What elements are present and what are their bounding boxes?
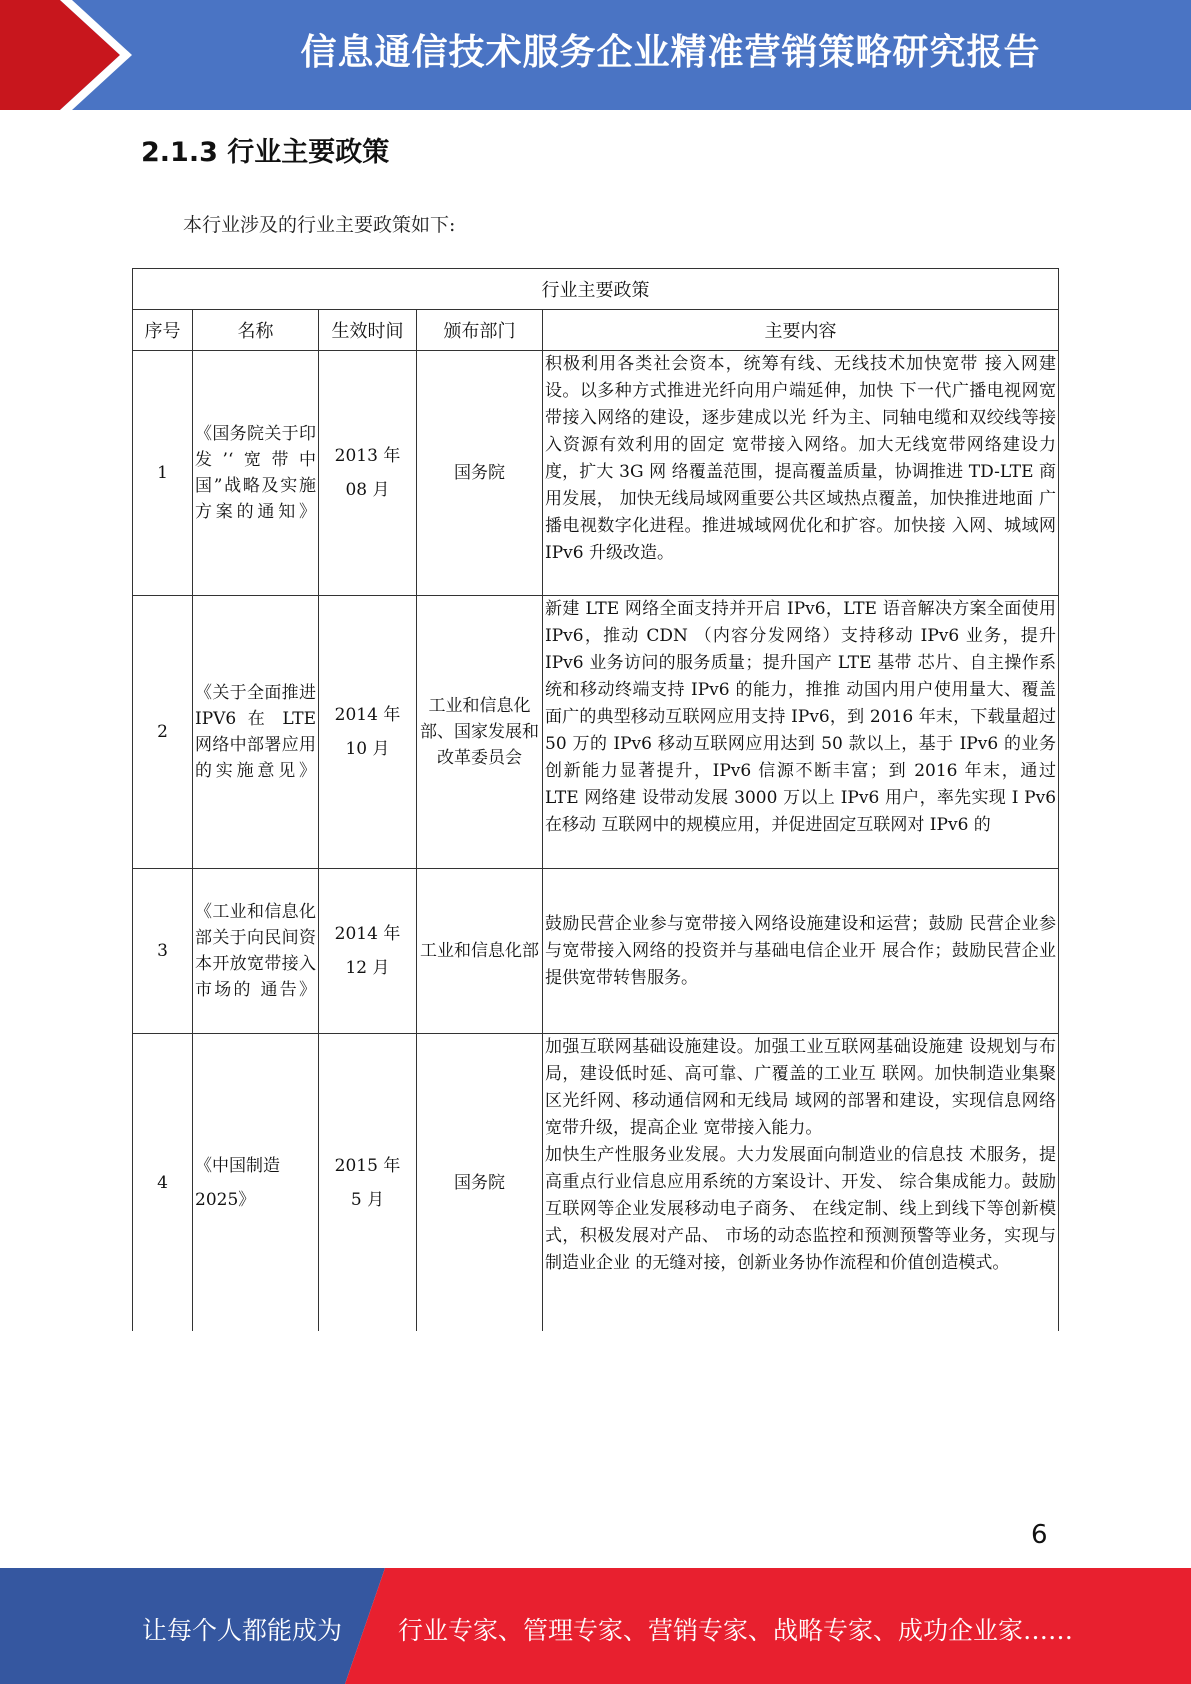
row-date — [319, 596, 417, 869]
row-content: 鼓励民营企业参与宽带接入网络设施建设和运营；鼓励 民营企业参与宽带接入网络的投资并与基础电信企业开 展合作；鼓励民营企业提供宽带转售服务。 — [543, 869, 1059, 1034]
row-index: 1 — [133, 351, 193, 596]
row-dept: 工业和信息化部 — [417, 869, 543, 1034]
header-dept: 颁布部门 — [417, 310, 543, 351]
page-header — [0, 0, 1191, 110]
row-date — [319, 869, 417, 1034]
row-content-text — [545, 1034, 1056, 1331]
row-dept: 工业和信息化部、国家发展和改革委员会 — [417, 596, 543, 869]
policy-table — [132, 268, 1059, 1331]
row-name: 《工业和信息化部关于向民间资本开放宽带接入市场的 通告》 — [193, 869, 319, 1034]
footer-slogan-left: 让每个人都能成为 — [142, 1616, 343, 1645]
page-number: 6 — [1031, 1520, 1048, 1550]
section-intro: 本行业涉及的行业主要政策如下: — [183, 214, 456, 236]
header-title: 信息通信技术服务企业精准营销策略研究报告 — [300, 32, 1041, 73]
row-name: 《国务院关于印发’‘宽带中国”战略及实施方案的通知》 — [193, 351, 319, 596]
row-content-text: 新建 LTE 网络全面支持并开启 IPv6，LTE 语音解决方案全面使用 IPv6，推动 CDN （内容分发网络）支持移动 IPv6 业务，提升 IPv6 业务访问的服务质量；提升国产 LTE 基带 芯片、自主操作系统和移动终端支持 IPv6 的能力，推推 动国内用户使用量大、覆盖面广的典型移动互联网应用支持 IPv6，到 2016 年末，下载量超过 50 万的 IPv6 移动互联网应用达到 50 款以上，基于 IPv6 的业务创新能力显著提升，IPv6 信源不断丰富；到 2016 年末，通过 LTE 网络建 设带动发展 3000 万以上 IPv6 用户，率先实现 I Pv6 在移动 互联网中的规模应用，并促进固定互联网对 IPv6 的 — [545, 599, 1057, 835]
row-content — [543, 1034, 1059, 1332]
row-date — [319, 1034, 417, 1332]
table-row — [133, 351, 1059, 596]
table-row — [133, 596, 1059, 869]
row-date-year: 2014 年 — [334, 924, 401, 944]
section-heading: 2.1.3 行业主要政策 — [141, 137, 390, 168]
row-date-month: 12 月 — [345, 958, 390, 978]
table-header-row — [133, 310, 1059, 351]
row-date-month: 5 月 — [350, 1189, 385, 1210]
table-caption: 行业主要政策 — [133, 269, 1059, 310]
row-name: 《关于全面推进 IPV6 在 LTE 网络中部署应用的实施意见》 — [193, 596, 319, 869]
row-content — [543, 596, 1059, 869]
table-row — [133, 1034, 1059, 1332]
header-content: 主要内容 — [543, 310, 1059, 351]
row-content-paragraph: 加快生产性服务业发展。大力发展面向制造业的信息技 术服务，提高重点行业信息应用系统的方案设计、开发、 综合集成能力。鼓励互联网等企业发展移动电子商务、 在线定制、线上到线下等创新模式，积极发展对产品、 市场的动态监控和预测预警等业务，实现与制造业企业 的无缝对接，创新业务协作流程和价值创造模式。 — [545, 1145, 1057, 1273]
row-dept: 国务院 — [417, 1034, 543, 1332]
row-index: 4 — [133, 1034, 193, 1332]
row-content-paragraph: 加强互联网基础设施建设。加强工业互联网基础设施建 设规划与布局，建设低时延、高可靠、广覆盖的工业互 联网。加快制造业集聚区光纤网、移动通信网和无线局 域网的部署和建设，实现信息网络宽带升级，提高企业 宽带接入能力。 — [545, 1037, 1057, 1138]
header-name: 名称 — [193, 310, 319, 351]
footer-slogan-right: 行业专家、管理专家、营销专家、战略专家、成功企业家…… — [398, 1616, 1074, 1645]
row-name: 《中国制造2025》 — [193, 1034, 319, 1332]
row-index: 3 — [133, 869, 193, 1034]
page-footer — [0, 1568, 1191, 1684]
row-content — [543, 351, 1059, 596]
row-dept: 国务院 — [417, 351, 543, 596]
table-row — [133, 869, 1059, 1034]
row-date — [319, 351, 417, 596]
header-arrow-logo — [0, 0, 150, 110]
header-index: 序号 — [133, 310, 193, 351]
table-caption-row — [133, 269, 1059, 310]
row-date-month: 08 月 — [345, 480, 390, 500]
header-date: 生效时间 — [319, 310, 417, 351]
row-date-year: 2015 年 — [334, 1155, 401, 1176]
row-date-month: 10 月 — [345, 739, 390, 759]
row-date-year: 2014 年 — [334, 705, 401, 725]
row-date-year: 2013 年 — [334, 446, 401, 466]
row-index: 2 — [133, 596, 193, 869]
row-content-text: 积极利用各类社会资本，统筹有线、无线技术加快宽带 接入网建设。以多种方式推进光纤向用户端延伸，加快 下一代广播电视网宽带接入网络的建设，逐步建成以光 纤为主、同轴电缆和双绞线等接入资源有效利用的固定 宽带接入网络。加大无线宽带网络建设力度，扩大 3G 网 络覆盖范围，提高覆盖质量，协调推进 TD-LTE 商用发展， 加快无线局域网重要公共区域热点覆盖，加快推进地面 广播电视数字化进程。推进城域网优化和扩容。加快接 入网、城域网 IPv6 升级改造。 — [545, 354, 1057, 563]
